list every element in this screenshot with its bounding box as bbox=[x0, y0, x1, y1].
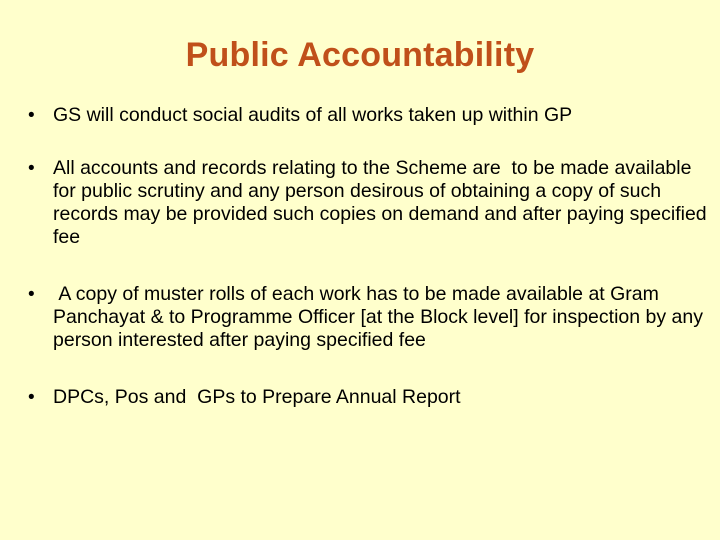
bullet-dot-icon: • bbox=[28, 387, 35, 408]
bullet-dot-icon: • bbox=[28, 105, 35, 126]
bullet-text: DPCs, Pos and GPs to Prepare Annual Report bbox=[53, 386, 461, 408]
bullet-text: A copy of muster rolls of each work has to be made available at Gram Panchayat & to Programme Officer [at the Block level] for inspection by any person interested after paying specified fee bbox=[53, 283, 709, 351]
bullet-list bbox=[28, 104, 713, 409]
bullet-dot-icon: • bbox=[28, 284, 35, 305]
bullet-item-muster-rolls bbox=[28, 283, 708, 352]
bullet-item-accounts-records bbox=[28, 157, 713, 249]
bullet-text: All accounts and records relating to the Scheme are to be made available for public scrutiny and any person desirous of obtaining a copy of such records may be provided such copies on demand and after paying specified fee bbox=[53, 157, 713, 248]
slide-title: Public Accountability bbox=[185, 36, 535, 74]
bullet-item-annual-report bbox=[28, 386, 708, 409]
bullet-item-social-audits bbox=[28, 104, 708, 127]
bullet-dot-icon: • bbox=[28, 158, 35, 179]
bullet-text: GS will conduct social audits of all works taken up within GP bbox=[53, 104, 573, 126]
